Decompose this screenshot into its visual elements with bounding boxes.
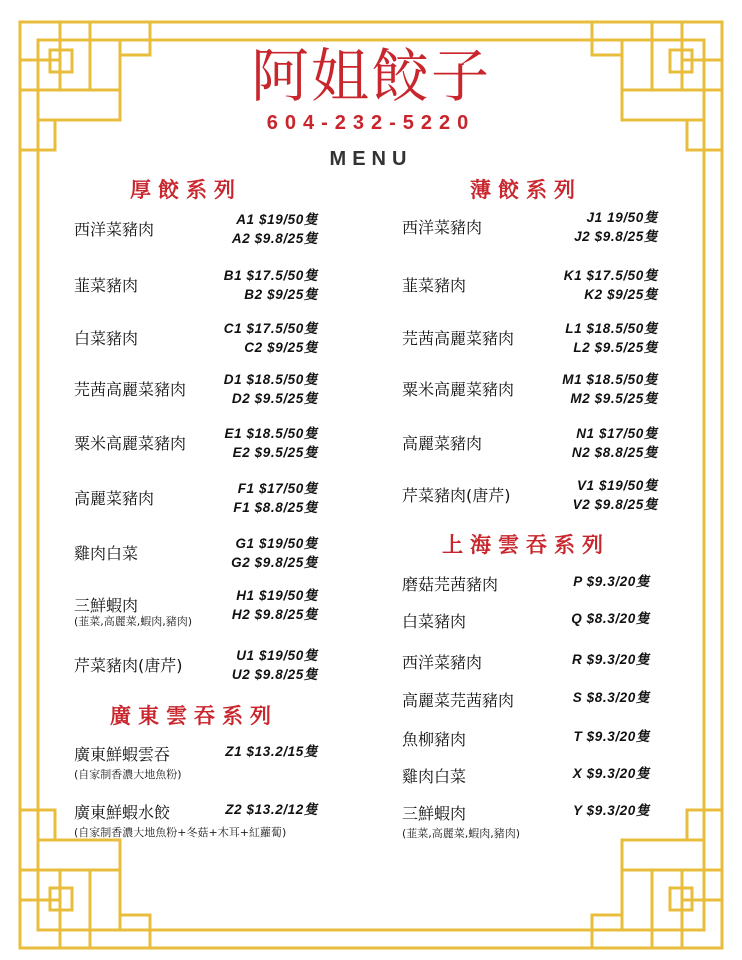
- item-price: C1 $17.5/50隻: [223, 321, 318, 336]
- item-price: N2 $8.8/25隻: [571, 445, 658, 460]
- item-price: E2 $9.5/25隻: [232, 445, 318, 460]
- item-price: M1 $18.5/50隻: [562, 372, 658, 387]
- item-description: (韮菜,高麗菜,蝦肉,豬肉): [402, 827, 521, 840]
- item-name: 雞肉白菜: [402, 767, 467, 786]
- item-name: 西洋菜豬肉: [402, 653, 483, 672]
- item-price: N1 $17/50隻: [576, 426, 658, 441]
- section-title-thin: 薄餃系列: [470, 178, 582, 202]
- item-name: 雞肉白菜: [74, 544, 139, 563]
- item-description: (自家制香濃大地魚粉+冬菇+木耳+紅蘿蔔): [74, 826, 287, 839]
- item-price: M2 $9.5/25隻: [570, 391, 658, 406]
- item-name: 高麗菜豬肉: [402, 434, 483, 453]
- item-price: X $9.3/20隻: [572, 766, 650, 781]
- item-name: 廣東鮮蝦雲吞: [74, 745, 171, 764]
- item-price: E1 $18.5/50隻: [224, 426, 318, 441]
- item-name: 西洋菜豬肉: [402, 218, 483, 237]
- item-name: 磨菇芫茜豬肉: [402, 575, 499, 594]
- item-price: G1 $19/50隻: [235, 536, 318, 551]
- item-price: D1 $18.5/50隻: [223, 372, 318, 387]
- item-name: 魚柳豬肉: [402, 730, 467, 749]
- item-price: Y $9.3/20隻: [572, 803, 650, 818]
- item-price: D2 $9.5/25隻: [231, 391, 318, 406]
- item-price: V1 $19/50隻: [576, 478, 658, 493]
- item-price: A2 $9.8/25隻: [231, 231, 318, 246]
- item-price: U2 $9.8/25隻: [231, 667, 318, 682]
- section-title-cantonese: 廣東雲吞系列: [110, 704, 278, 728]
- item-name: 粟米高麗菜豬肉: [402, 380, 515, 399]
- item-name: 芹菜豬肉(唐芹): [402, 486, 511, 505]
- item-price: S $8.3/20隻: [572, 690, 650, 705]
- item-description: (自家制香濃大地魚粉): [74, 768, 182, 781]
- item-price: L1 $18.5/50隻: [565, 321, 658, 336]
- item-name: 芫茜高麗菜豬肉: [402, 329, 515, 348]
- item-price: Z2 $13.2/12隻: [225, 802, 318, 817]
- item-name: 高麗菜芫茜豬肉: [402, 691, 515, 710]
- item-name: 三鮮蝦肉: [402, 804, 467, 823]
- item-price: J1 19/50隻: [586, 210, 658, 225]
- item-price: F1 $8.8/25隻: [233, 500, 318, 515]
- item-price: F1 $17/50隻: [237, 481, 318, 496]
- restaurant-name: 阿姐餃子: [250, 42, 491, 110]
- item-name: 芹菜豬肉(唐芹): [74, 656, 183, 675]
- item-price: P $9.3/20隻: [573, 574, 650, 589]
- item-name: 白菜豬肉: [402, 612, 467, 631]
- item-price: V2 $9.8/25隻: [572, 497, 658, 512]
- item-price: B1 $17.5/50隻: [223, 268, 318, 283]
- section-title-thick: 厚餃系列: [130, 178, 242, 202]
- item-price: C2 $9/25隻: [244, 340, 318, 355]
- phone-number: 604-232-5220: [266, 112, 476, 134]
- item-description: (韮菜,高麗菜,蝦肉,豬肉): [74, 615, 193, 628]
- item-price: T $9.3/20隻: [573, 729, 650, 744]
- item-name: 韮菜豬肉: [402, 276, 467, 295]
- item-price: K1 $17.5/50隻: [563, 268, 658, 283]
- item-name: 韮菜豬肉: [74, 276, 139, 295]
- item-name: 高麗菜豬肉: [74, 489, 155, 508]
- item-name: 三鮮蝦肉: [74, 596, 139, 615]
- item-price: A1 $19/50隻: [236, 212, 318, 227]
- item-name: 白菜豬肉: [74, 329, 139, 348]
- item-price: K2 $9/25隻: [584, 287, 658, 302]
- item-price: U1 $19/50隻: [236, 648, 318, 663]
- item-price: Q $8.3/20隻: [571, 611, 650, 626]
- item-name: 粟米高麗菜豬肉: [74, 434, 187, 453]
- menu-heading: MENU: [329, 148, 413, 170]
- item-price: Z1 $13.2/15隻: [225, 744, 318, 759]
- item-name: 芫茜高麗菜豬肉: [74, 380, 187, 399]
- item-price: H1 $19/50隻: [236, 588, 318, 603]
- item-price: H2 $9.8/25隻: [231, 607, 318, 622]
- item-price: J2 $9.8/25隻: [574, 229, 658, 244]
- item-name: 西洋菜豬肉: [74, 220, 155, 239]
- item-price: G2 $9.8/25隻: [231, 555, 318, 570]
- item-name: 廣東鮮蝦水餃: [74, 803, 171, 822]
- item-price: R $9.3/20隻: [571, 652, 650, 667]
- item-price: L2 $9.5/25隻: [573, 340, 658, 355]
- section-title-shanghai: 上海雲吞系列: [442, 533, 610, 557]
- item-price: B2 $9/25隻: [244, 287, 318, 302]
